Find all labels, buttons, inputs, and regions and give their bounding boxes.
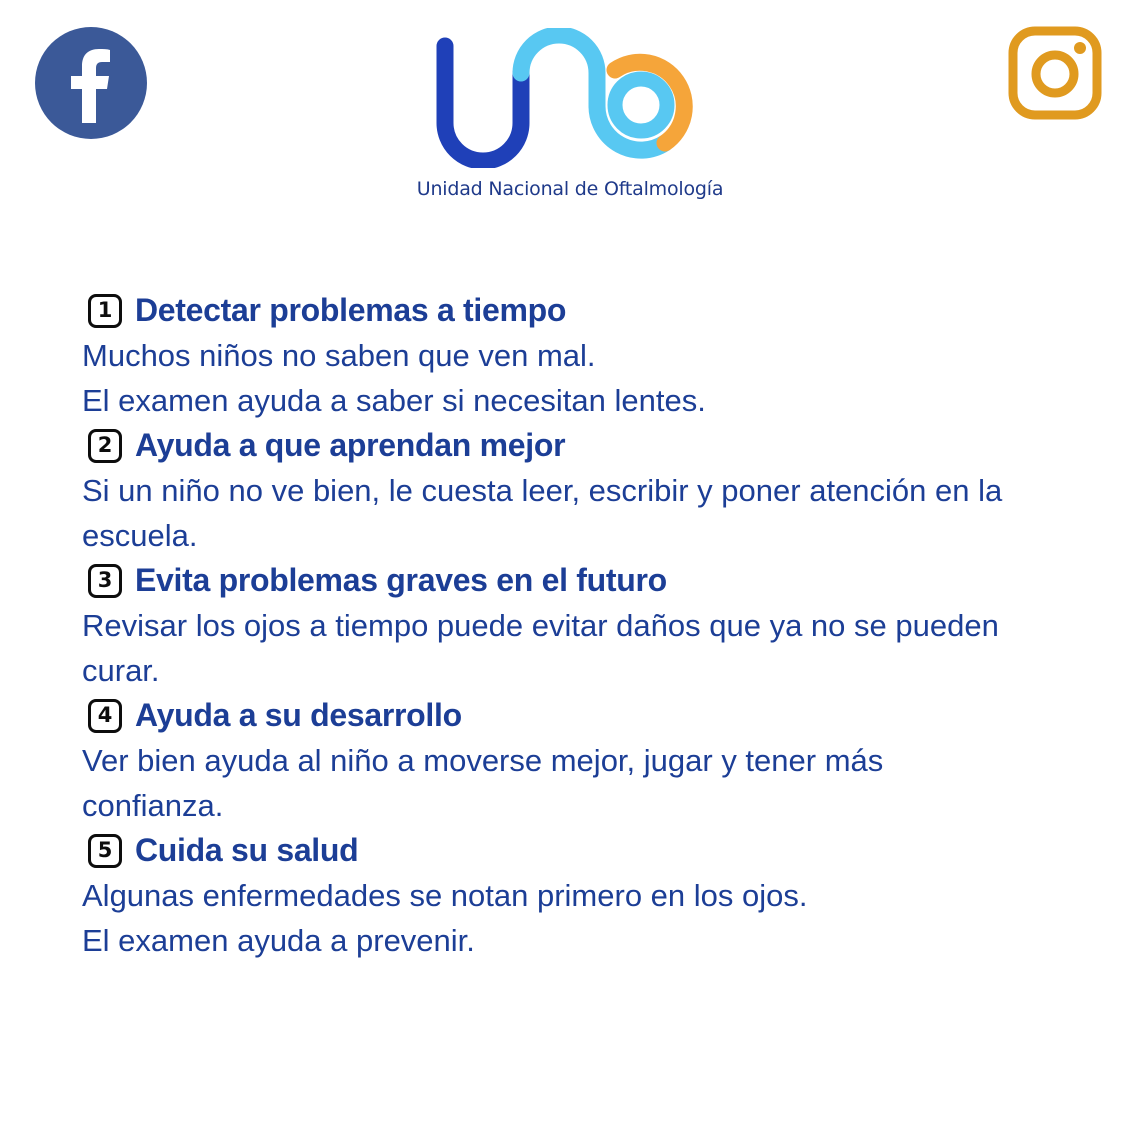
number-badge: 4 bbox=[88, 699, 122, 733]
item-heading bbox=[82, 828, 1122, 873]
item-title: Ayuda a que aprendan mejor bbox=[135, 427, 566, 463]
item-text: escuela. bbox=[82, 518, 198, 553]
logo-caption: Unidad Nacional de Oftalmología bbox=[416, 178, 724, 200]
number-badge: 1 bbox=[88, 294, 122, 328]
item-heading bbox=[82, 288, 1122, 333]
list-item bbox=[82, 288, 1122, 423]
item-title: Ayuda a su desarrollo bbox=[135, 697, 462, 733]
instagram-icon[interactable] bbox=[1008, 26, 1102, 120]
item-text: El examen ayuda a saber si necesitan lentes. bbox=[82, 383, 706, 418]
item-heading bbox=[82, 423, 1122, 468]
item-text: Si un niño no ve bien, le cuesta leer, escribir y poner atención en la bbox=[82, 473, 1003, 508]
facebook-icon[interactable] bbox=[34, 27, 148, 139]
item-title: Evita problemas graves en el futuro bbox=[135, 562, 667, 598]
list-item bbox=[82, 828, 1122, 963]
list-item bbox=[82, 558, 1122, 693]
uno-logo bbox=[400, 28, 740, 213]
item-text: Algunas enfermedades se notan primero en los ojos. bbox=[82, 878, 808, 913]
number-badge: 2 bbox=[88, 429, 122, 463]
item-heading bbox=[82, 558, 1122, 603]
item-text: confianza. bbox=[82, 788, 224, 823]
item-title: Cuida su salud bbox=[135, 832, 359, 868]
item-text: El examen ayuda a prevenir. bbox=[82, 923, 475, 958]
number-badge: 5 bbox=[88, 834, 122, 868]
item-text: Muchos niños no saben que ven mal. bbox=[82, 338, 596, 373]
item-text: Revisar los ojos a tiempo puede evitar daños que ya no se pueden bbox=[82, 608, 999, 643]
item-text: Ver bien ayuda al niño a moverse mejor, jugar y tener más bbox=[82, 743, 884, 778]
item-text: curar. bbox=[82, 653, 160, 688]
list-item bbox=[82, 423, 1122, 558]
item-heading bbox=[82, 693, 1122, 738]
benefits-list bbox=[82, 288, 1122, 963]
number-badge: 3 bbox=[88, 564, 122, 598]
item-title: Detectar problemas a tiempo bbox=[135, 292, 567, 328]
list-item bbox=[82, 693, 1122, 828]
